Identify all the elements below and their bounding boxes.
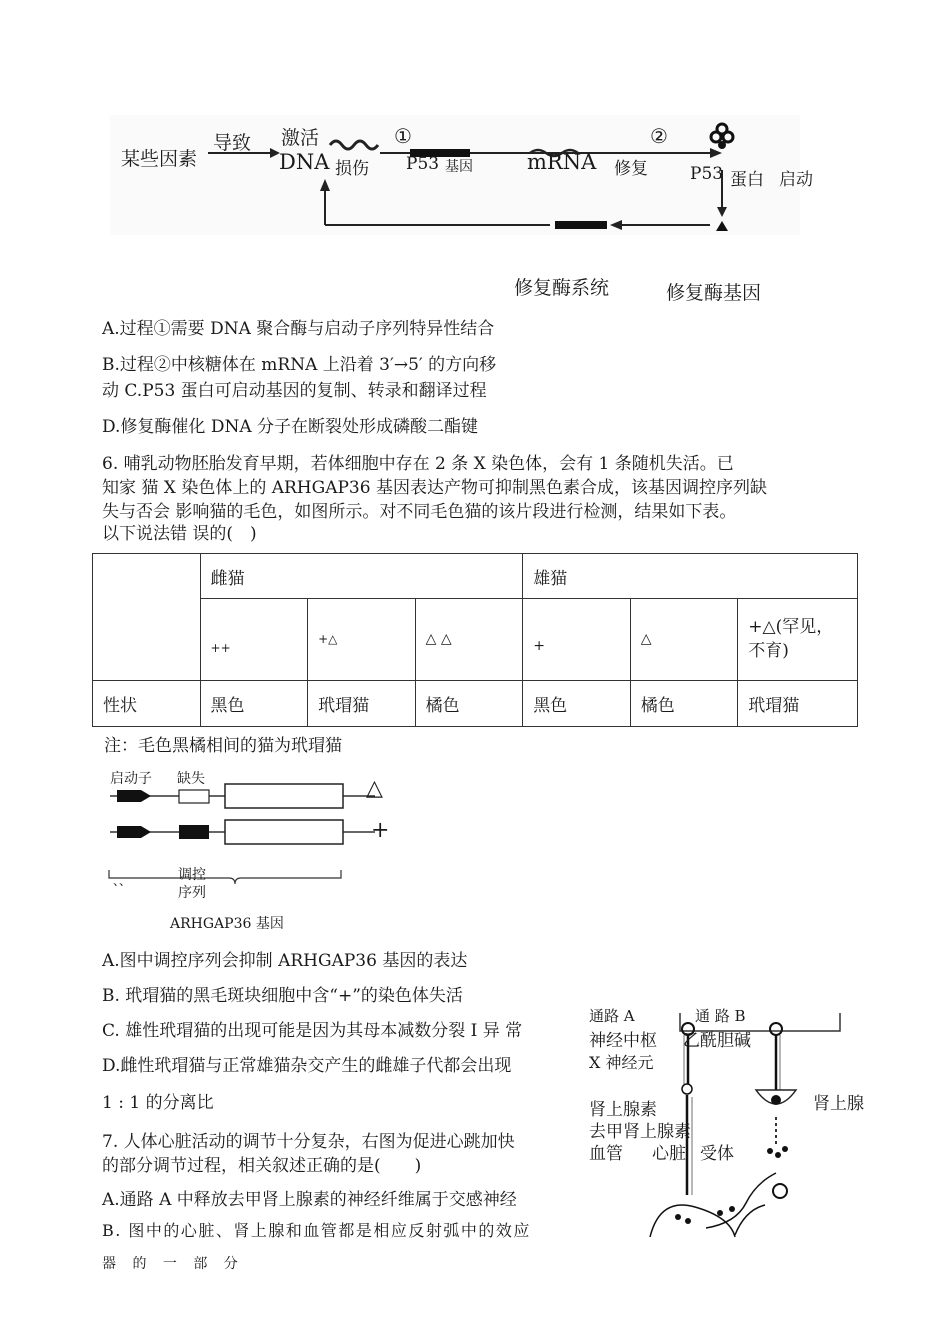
label-triangle: △ <box>366 776 383 801</box>
q6-stem-line1: 6. 哺乳动物胚胎发育早期，若体细胞中存在 2 条 X 染色体，会有 1 条随机失活。已 <box>102 454 734 474</box>
q7-option-b: B. 图中的心脏、肾上腺和血管都是相应反射弧中的效应 <box>102 1221 531 1240</box>
fig-cause: 某些因素 <box>121 148 198 170</box>
label-receptor: 受体 <box>700 1144 734 1164</box>
label-path-a: 通路 A <box>589 1007 635 1025</box>
q5-option-a: A.过程①需要 DNA 聚合酶与启动子序列特异性结合 <box>102 319 495 339</box>
genotype-rare-line1: +△(罕见， <box>748 617 834 638</box>
header-female: 雌猫 <box>200 554 523 599</box>
header-male: 雄猫 <box>523 554 858 599</box>
label-regulatory-1: 调控 <box>178 867 206 883</box>
fig-gene: 基因 <box>445 159 473 175</box>
label-x-neuron: X 神经元 <box>589 1053 654 1072</box>
label-adrenaline: 肾上腺素 <box>589 1100 657 1120</box>
fig-protein: 蛋白 <box>730 170 764 190</box>
fig-p53-gene: P53 <box>406 154 440 174</box>
trait-cell: 黑色 <box>523 680 631 726</box>
label-adrenal-gland: 肾上腺 <box>813 1094 864 1114</box>
label-norepinephrine: 去甲肾上腺素 <box>589 1122 691 1142</box>
fig-dna: DNA <box>279 150 330 174</box>
q7-stem-line2: 的部分调节过程，相关叙述正确的是( ) <box>102 1156 422 1176</box>
q6-stem-line3: 失与否会 影响猫的毛色，如图所示。对不同毛色猫的该片段进行检测，结果如下表。 <box>102 502 737 522</box>
trait-cell: 橘色 <box>415 680 523 726</box>
gene-diagram <box>105 778 395 888</box>
q7-stem-line1: 7. 人体心脏活动的调节十分复杂，右图为促进心跳加快 <box>102 1132 515 1152</box>
genotype-table <box>92 553 858 727</box>
gene-caption: ARHGAP36 基因 <box>170 916 284 932</box>
fig-step2: ② <box>650 124 668 148</box>
fig-activate: 激活 <box>281 127 320 149</box>
q6-option-b: B. 玳瑁猫的黑毛斑块细胞中含“+”的染色体失活 <box>102 986 463 1006</box>
q5-option-d: D.修复酶催化 DNA 分子在断裂处形成磷酸二酯键 <box>102 417 479 437</box>
q6-option-d-line1: D.雌性玳瑁猫与正常雄猫杂交产生的雌雄子代都会出现 <box>102 1056 512 1076</box>
label-missing: 缺失 <box>177 771 205 787</box>
fig-mrna: mRNA <box>527 150 597 174</box>
genotype-cell: ++ <box>200 599 308 680</box>
label-path-b: 通 路 B <box>695 1007 746 1025</box>
trait-cell: 黑色 <box>200 680 308 726</box>
q6-note: 注：毛色黑橘相间的猫为玳瑁猫 <box>104 736 342 756</box>
genotype-rare-line2: 不育) <box>748 641 789 662</box>
q5-option-b-line1: B.过程②中核糖体在 mRNA 上沿着 3′→5′ 的方向移 <box>102 355 497 375</box>
label-regulatory-2: 序列 <box>178 885 206 901</box>
label-ach: 乙酰胆碱 <box>683 1031 751 1051</box>
label-cns: 神经中枢 <box>589 1031 657 1051</box>
q6-stem-line2: 知家 猫 X 染色体上的 ARHGAP36 基因表达产物可抑制黑色素合成，该基因调控序列缺 <box>102 478 767 498</box>
q7-option-a: A.通路 A 中释放去甲肾上腺素的神经纤维属于交感神经 <box>102 1190 517 1210</box>
q5-option-b-line2: 动 C.P53 蛋白可启动基因的复制、转录和翻译过程 <box>102 381 487 401</box>
q6-option-a: A.图中调控序列会抑制 ARHGAP36 基因的表达 <box>102 951 468 971</box>
fig-start: 启动 <box>779 170 813 190</box>
genotype-cell: + <box>523 599 631 680</box>
genotype-cell-rare <box>738 599 858 680</box>
fig-p53-protein: P53 <box>690 164 724 184</box>
genotype-cell: △ <box>630 599 738 680</box>
q6-stem-line4: 以下说法错 误的( ) <box>102 524 257 544</box>
fig-repair-enzyme-gene: 修复酶基因 <box>666 282 762 304</box>
genotype-cell: +△ <box>308 599 416 680</box>
fig-repair: 修复 <box>614 159 648 179</box>
fig-leads: 导致 <box>213 132 252 154</box>
fig-damage: 损伤 <box>335 159 369 179</box>
label-heart: 心脏 <box>652 1144 686 1164</box>
fig-repair-enzyme-system: 修复酶系统 <box>514 277 610 299</box>
label-scrap: 、、 <box>113 874 132 888</box>
label-plus: + <box>371 818 390 843</box>
label-vessel: 血管 <box>589 1144 623 1164</box>
genotype-cell: △ △ <box>415 599 523 680</box>
q6-option-d-line2: 1 : 1 的分离比 <box>102 1093 214 1113</box>
q7-option-b-line2: 器 的 一 部 分 <box>102 1256 244 1272</box>
q6-option-c: C. 雄性玳瑁猫的出现可能是因为其母本减数分裂 I 异 常 <box>102 1021 523 1041</box>
trait-cell: 玳瑁猫 <box>308 680 416 726</box>
label-promoter: 启动子 <box>110 771 152 787</box>
trait-cell: 橘色 <box>630 680 738 726</box>
row-label-trait: 性状 <box>93 680 201 726</box>
trait-cell: 玳瑁猫 <box>738 680 858 726</box>
fig-step1: ① <box>394 124 412 148</box>
table-corner <box>93 554 201 681</box>
